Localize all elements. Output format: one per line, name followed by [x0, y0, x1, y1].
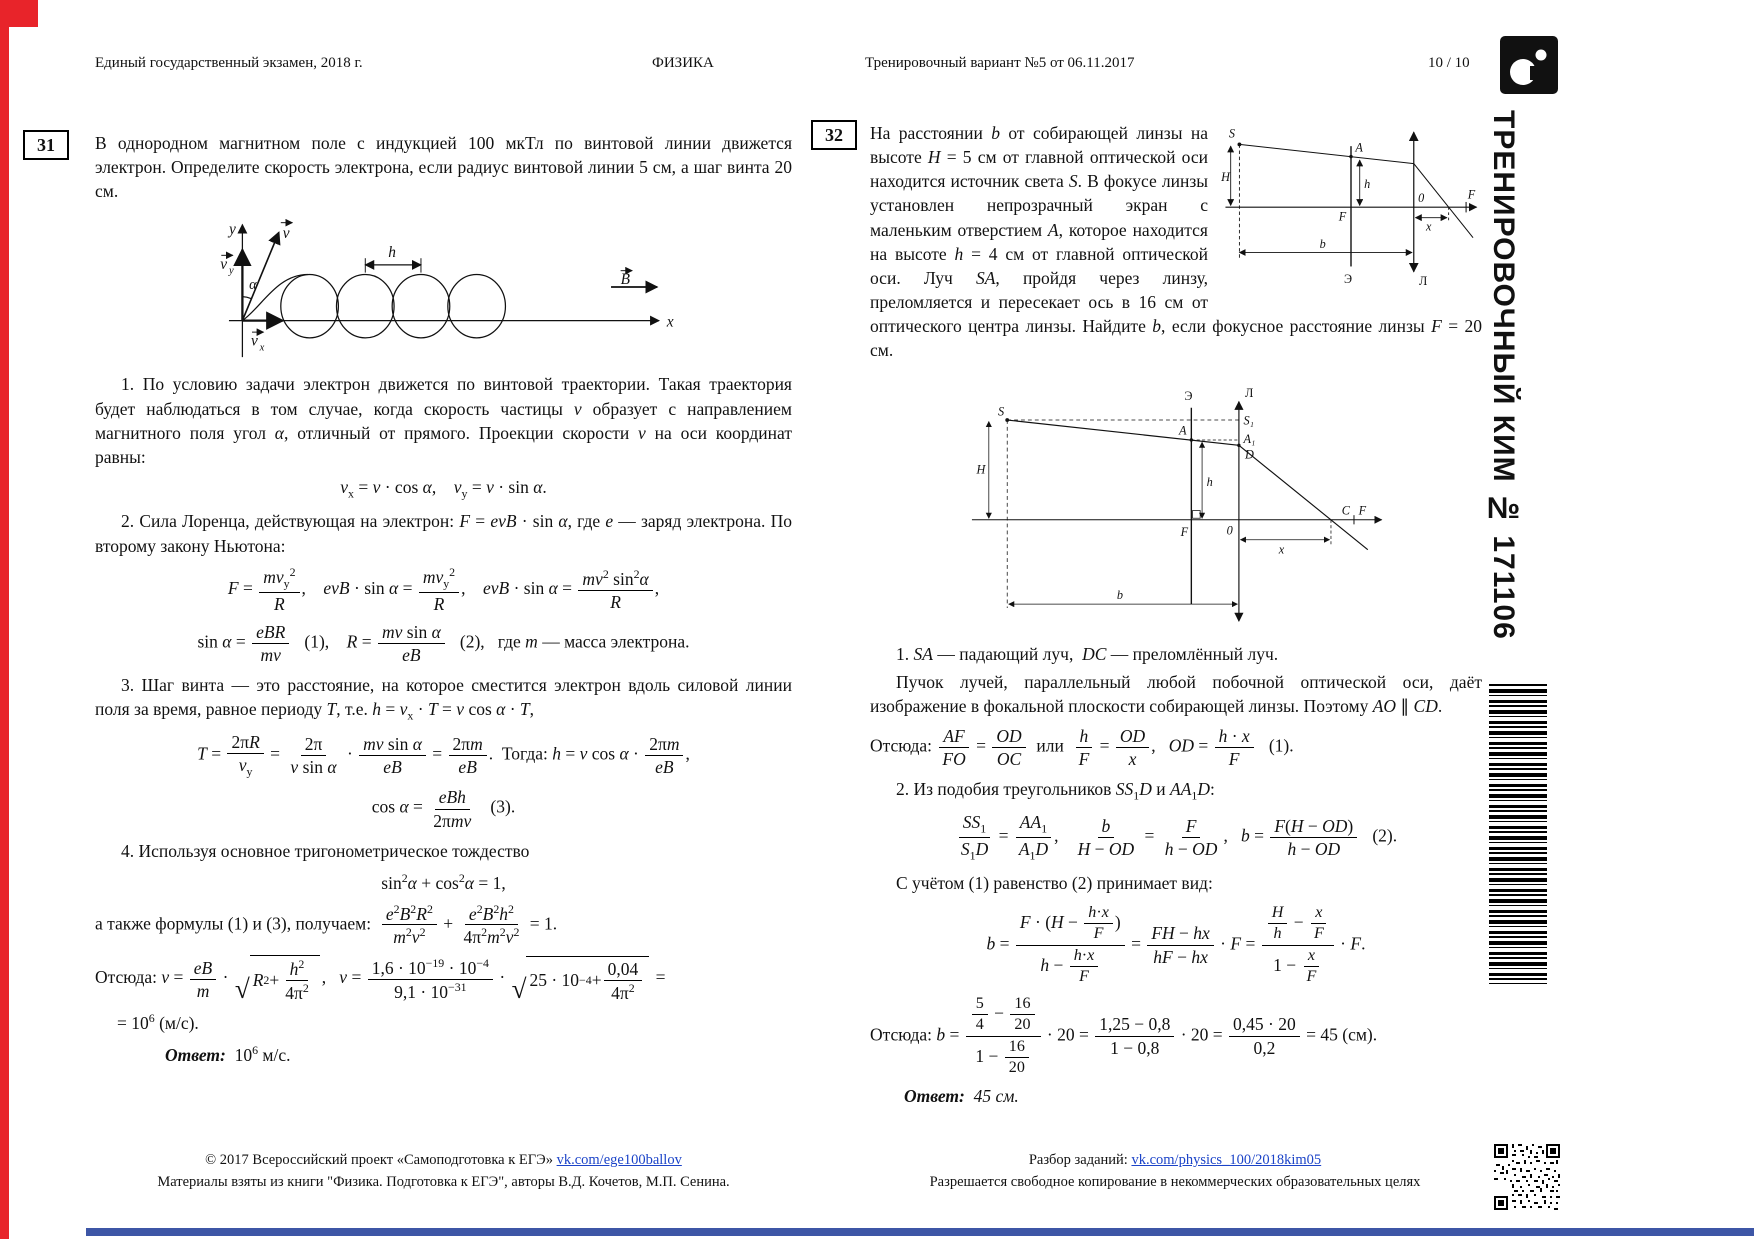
label-lens: Л — [1245, 386, 1254, 401]
label-aperture-A: A — [1355, 140, 1363, 155]
label-distance-x: x — [1278, 542, 1285, 557]
problem31-number-badge — [23, 130, 69, 160]
label-screen: Э — [1184, 389, 1193, 404]
p31-step4-paragraph: 4. Используя основное тригонометрическое тождество — [121, 840, 530, 861]
barcode — [1489, 684, 1547, 984]
header-variant: Тренировочный вариант №5 от 06.11.2017 — [865, 55, 1135, 71]
p32-answer: Ответ: 45 см. — [904, 1085, 1019, 1106]
problem32-number-badge — [811, 120, 857, 150]
source-point — [1005, 419, 1009, 423]
p32-ratio-formula: Отсюда: $\frac{AF}{FO}$ = $\frac{OD}{OC}$ или $\frac{h}{F}$ = $\frac{OD}{x}$ , OD = $\frac{h \cdot x}{F}$ (1). — [870, 725, 1294, 769]
header-exam-title: Единый государственный экзамен, 2018 г. — [95, 55, 363, 71]
label-lens: Л — [1419, 273, 1428, 288]
p32-numeric-formula: Отсюда: b = $\frac{5}{4}$ − $\frac{16}{20}$ 1 − $\frac{16}{20}$ · 20 = $\frac{1,25 - 0,8}{1 - 0,8}$ · 20 = $\frac{0,45 \cdot 20}{0,2}$ = 45 (см). — [870, 994, 1378, 1077]
p31-cos-formula: cos α = $\frac{\text{eBh}}{\text{2πmv}}$ (3). — [371, 787, 516, 831]
aperture-point — [1190, 439, 1193, 442]
label-alpha-angle: α — [248, 277, 257, 294]
label-lens-center-0: 0 — [1418, 190, 1425, 205]
label-vy-vector: v — [219, 256, 227, 274]
problem31-figure — [95, 215, 792, 364]
p32-b-expression-formula: b = F · (H − $\frac{h\cdot x}{F}$ ) h − $\frac{h\cdot x}{F}$ = $\frac{FH - hx}{hF - hx}$ · F = $\frac{H}{h}$ − $\frac{x}{F}$ 1 − $\frac{x}{F}$ · F. — [986, 903, 1366, 986]
label-D: D — [1245, 447, 1254, 462]
label-vx-subscript: x — [259, 342, 264, 354]
p32-substitution-paragraph: С учётом (1) равенство (2) принимает вид: — [896, 873, 1213, 894]
problem31-statement: В однородном магнитном поле с индукцией 100 мкТл по винтовой линии движется электрон. Определите скорость электрона, если радиус винтовой линии 5 см, а шаг винта 20 см. — [95, 133, 792, 202]
label-height-h: h — [1364, 177, 1371, 191]
label-focus-right: F — [1467, 187, 1476, 202]
lens-diagram-small — [1220, 120, 1482, 290]
problem32-statement-figure — [1220, 120, 1482, 295]
p31-result-formula: = $10^6$ (м/с). — [117, 1011, 199, 1034]
p31-answer: Ответ: $10^6$ м/с. — [165, 1043, 291, 1065]
p31-period-formula: T = $\frac{2\pi R}{v_y}$ = $\frac{2\pi}{\text{v sin α}}$ · $\frac{\text{mv sin α}}{eB}$ = $\frac{2\pi m}{eB}$ . Тогда: h = v cos α · $\frac{2\pi m}{eB}$ , — [197, 732, 690, 779]
p31-newton-formula: F = $\frac{mv_y^2}{R}$ , evB · sin α = $\frac{mv_y^2}{R}$ , evB · sin α = $\frac{mv^2 \sin^2\alpha}{R}$ , — [227, 564, 660, 614]
lens-small-captions — [1344, 272, 1427, 288]
footer-blue-bar — [86, 1228, 1754, 1236]
lens-small-lines — [1225, 132, 1476, 271]
footer-right — [845, 1150, 1505, 1194]
red-edge-strip — [0, 0, 9, 1239]
label-S1: S₁ — [1243, 414, 1254, 429]
footer-vk-link[interactable]: vk.com/ege100ballov — [556, 1152, 682, 1168]
label-focus-right: F — [1358, 503, 1367, 518]
helix-trajectory-diagram — [194, 215, 694, 359]
label-aperture-A: A — [1179, 424, 1187, 439]
label-vy-subscript: y — [228, 265, 234, 277]
lens-large-labels — [976, 405, 1367, 602]
header-subject: ФИЗИКА — [652, 55, 714, 71]
p31-step1-paragraph: 1. По условию задачи электрон движется по винтовой траектории. Такая траектория будет наблюдаться в том случае, когда скорость частицы v образует с направлением магнитного поля угол α, отличный от прямого. Проекции скорости v на оси координат равны: — [95, 374, 792, 467]
label-velocity-vector: v — [282, 225, 290, 243]
p32-step1-paragraph: 1. SA — падающий луч, DC — преломлённый луч. — [896, 644, 1279, 665]
label-height-H: H — [976, 463, 986, 478]
label-A1: A₁ — [1243, 432, 1256, 447]
p31-combined-formula: а также формулы (1) и (3), получаем: $\frac{e^2B^2R^2}{m^2v^2}$ + $\frac{e^2B^2h^2}{4\pi^2m^2v^2}$ = 1. — [95, 901, 558, 948]
label-screen: Э — [1344, 272, 1353, 287]
source-point — [1237, 142, 1241, 146]
problem32-statement: На расстоянии b от собирающей линзы на высоте H = 5 см от главной оптической оси находится источник света S. В фокусе линзы установлен непрозрачный экран с маленьким отверстием A, которое находится на высоте h = 4 см от главной оптической оси. Луч SA, пройдя через линзу, преломляется и пересекает ось в 16 см от оптического центра линзы. Найдите b, если фокусное расстояние линзы F = 20 см. — [870, 123, 1483, 361]
lens-diagram-large — [961, 374, 1391, 631]
problem32-number: 32 — [825, 124, 843, 145]
aperture-point — [1349, 155, 1352, 158]
header-page-number: 10 / 10 — [1428, 55, 1470, 71]
helix-diagram-labels — [220, 222, 673, 354]
red-corner-mark — [0, 0, 38, 27]
footer-source-credit: Материалы взяты из книги "Физика. Подготовка к ЕГЭ", авторы В.Д. Кочетов, М.П. Сенина. — [157, 1173, 730, 1190]
label-focus-screen: F — [1180, 525, 1189, 540]
problem31-number: 31 — [37, 134, 55, 155]
label-pitch-h: h — [387, 244, 396, 262]
label-distance-b: b — [1319, 237, 1326, 252]
footer-left — [95, 1150, 792, 1194]
label-distance-b: b — [1116, 588, 1124, 603]
footer-copyright-text: © 2017 Всероссийский проект «Самоподготовка к ЕГЭ» — [205, 1152, 557, 1168]
label-x-axis: x — [666, 313, 674, 331]
problem32-solution-figure — [870, 374, 1482, 636]
p32-similarity-formula: $\frac{SS_1}{S_1D}$ = $\frac{AA_1}{A_1D}$ , $\frac{b}{H - OD}$ = $\frac{F}{h - OD}$ , b = $\frac{F(H - OD)}{h - OD}$ (2). — [870, 812, 1482, 863]
p31-sin-radius-formula: sin α = $\frac{\text{eBR}}{mv}$ (1), R = $\frac{\text{mv sin α}}{eB}$ (2), где m — масса электрона. — [197, 621, 690, 665]
p31-projections-formula: $v_x = v \cdot \cos \alpha$, $v_y = v \cdot \sin \alpha$. — [340, 476, 547, 501]
label-y-axis: y — [228, 221, 236, 239]
footer-solutions-link[interactable]: vk.com/physics_100/2018kim05 — [1131, 1152, 1322, 1168]
label-distance-x: x — [1425, 219, 1432, 234]
lens-small-labels — [1220, 126, 1476, 251]
problem32-section — [870, 118, 1482, 1107]
label-C: C — [1341, 503, 1350, 518]
label-vx-vector: v — [250, 332, 258, 350]
label-focus-screen: F — [1338, 209, 1347, 224]
label-height-h: h — [1206, 475, 1213, 490]
label-height-H: H — [1221, 170, 1230, 185]
footer-license-note: Разрешается свободное копирование в некоммерческих образовательных целях — [929, 1173, 1421, 1190]
p32-beam-paragraph: Пучок лучей, параллельный любой побочной оптической оси, даёт изображение в фокальной плоскости собирающей линзы. Поэтому AO ∥ CD. — [870, 671, 1482, 716]
footer-solutions-text: Разбор заданий: — [1028, 1152, 1132, 1168]
p31-speed-formula: Отсюда: v = $\frac{eB}{m}$ · √ R 2 + $\frac{h^2}{4\pi^2}$ , v = $\frac{1,6 \cdot 10^{-19} \cdot 10^{-4}}{9,1 \cdot 10^{-31}}$ · √ 25 · 10 −4 + $\frac{0,04}{4\pi^2}$ = — [95, 955, 666, 1005]
footer-left-line1 — [95, 1150, 792, 1172]
ege-logo — [1500, 36, 1558, 99]
p32-step2-paragraph: 2. Из подобия треугольников $SS_1D$ и $AA_1D$: — [896, 779, 1215, 803]
problem31-section — [95, 128, 792, 1066]
refraction-point — [1237, 444, 1240, 447]
helix-diagram-lines — [221, 223, 659, 357]
footer-right-line1 — [845, 1150, 1505, 1172]
lens-large-lines — [972, 402, 1382, 621]
label-lens-center-0: 0 — [1226, 523, 1233, 538]
p31-identity-formula: $\sin^2\alpha + \cos^2\alpha = 1$, — [381, 870, 506, 893]
lens-large-captions — [1184, 386, 1253, 403]
p31-step2-paragraph: 2. Сила Лоренца, действующая на электрон: F = evB · sin α, где e — заряд электрона. По второму закону Ньютона: — [95, 511, 793, 556]
label-source-S: S — [1228, 126, 1236, 141]
label-b-field-vector: B — [620, 271, 630, 289]
label-source-S: S — [998, 404, 1005, 419]
p31-step3-paragraph: 3. Шаг винта — это расстояние, на которое сместится электрон вдоль силовой линии поля за время, равное периоду T, т.е. $h = v_x \cdot T = v$ cos α · T, — [95, 675, 792, 723]
kim-vertical-title: ТРЕНИРОВОЧНЫЙ КИМ № 171106 — [1487, 110, 1520, 640]
